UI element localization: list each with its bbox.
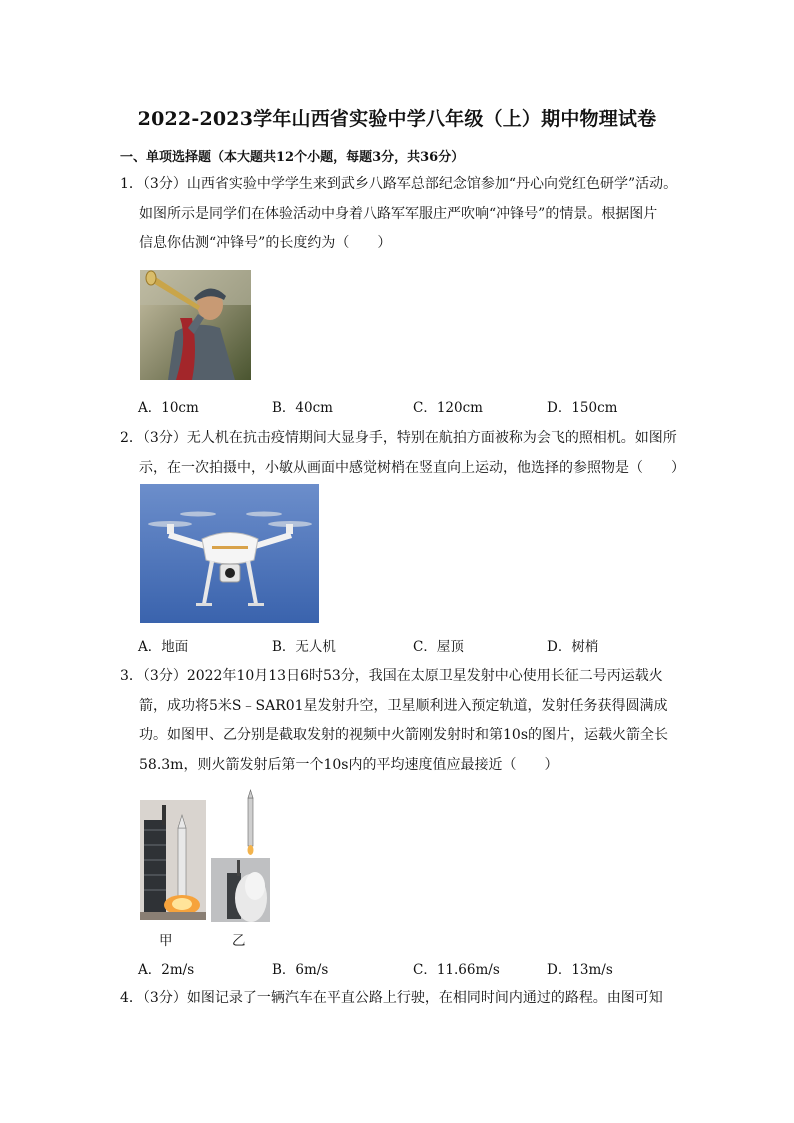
question-3 xyxy=(120,662,680,780)
option-a[interactable]: A．2m/s xyxy=(138,962,195,978)
question-3-options xyxy=(138,958,698,976)
option-d[interactable]: D．13m/s xyxy=(547,962,613,978)
question-2-options xyxy=(138,635,698,653)
page-title: 2022-2023学年山西省实验中学八年级（上）期中物理试卷 xyxy=(137,108,657,130)
option-b[interactable]: B．6m/s xyxy=(272,962,329,978)
rocket-launch-photo-yi xyxy=(211,788,270,922)
question-1-line: 如图所示是同学们在体验活动中身着八路军军服庄严吹响“冲锋号”的情景。根据图片 xyxy=(139,205,658,222)
question-2-line: 2．（3分）无人机在抗击疫情期间大显身手，特别在航拍方面被称为会飞的照相机。如图所 xyxy=(120,430,677,446)
option-b[interactable]: B．无人机 xyxy=(272,639,336,655)
question-1 xyxy=(120,170,680,259)
option-d[interactable]: D．树梢 xyxy=(547,639,599,655)
question-1-line: 1．（3分）山西省实验中学学生来到武乡八路军总部纪念馆参加“丹心向党红色研学”活动。 xyxy=(120,176,678,192)
option-c[interactable]: C．120cm xyxy=(413,400,483,416)
option-c[interactable]: C．屋顶 xyxy=(413,639,464,655)
section-heading: 一、单项选择题（本大题共12个小题，每题3分，共36分） xyxy=(120,150,465,165)
option-a[interactable]: A．地面 xyxy=(138,639,189,655)
question-3-line: 功。如图甲、乙分别是截取发射的视频中火箭刚发射时和第10s的图片，运载火箭全长 xyxy=(139,727,668,743)
option-b[interactable]: B．40cm xyxy=(272,400,333,416)
option-c[interactable]: C．11.66m/s xyxy=(413,962,500,978)
drone-photo xyxy=(140,484,319,623)
question-3-line: 3．（3分）2022年10月13日6时53分，我国在太原卫星发射中心使用长征二号丙运载火 xyxy=(120,668,663,684)
question-2 xyxy=(120,424,685,483)
option-a[interactable]: A．10cm xyxy=(138,400,199,416)
question-4 xyxy=(120,984,680,1014)
bugle-photo xyxy=(140,270,251,380)
question-3-line: 58.3m，则火箭发射后第一个10s内的平均速度值应最接近（ ） xyxy=(139,756,559,773)
caption-yi: 乙 xyxy=(232,933,246,949)
option-d[interactable]: D．150cm xyxy=(547,400,618,416)
question-3-line: 箭，成功将5米S﹣SAR01星发射升空，卫星顺利进入预定轨道，发射任务获得圆满成 xyxy=(139,697,668,714)
question-2-line: 示，在一次拍摄中，小敏从画面中感觉树梢在竖直向上运动，他选择的参照物是（ ） xyxy=(139,459,685,476)
question-4-line: 4．（3分）如图记录了一辆汽车在平直公路上行驶，在相同时间内通过的路程。由图可知 xyxy=(120,990,663,1006)
caption-jia: 甲 xyxy=(159,933,173,949)
question-1-line: 信息你估测“冲锋号”的长度约为（ ） xyxy=(139,235,392,251)
question-1-options xyxy=(138,396,698,414)
rocket-launch-photo-jia xyxy=(140,800,206,920)
